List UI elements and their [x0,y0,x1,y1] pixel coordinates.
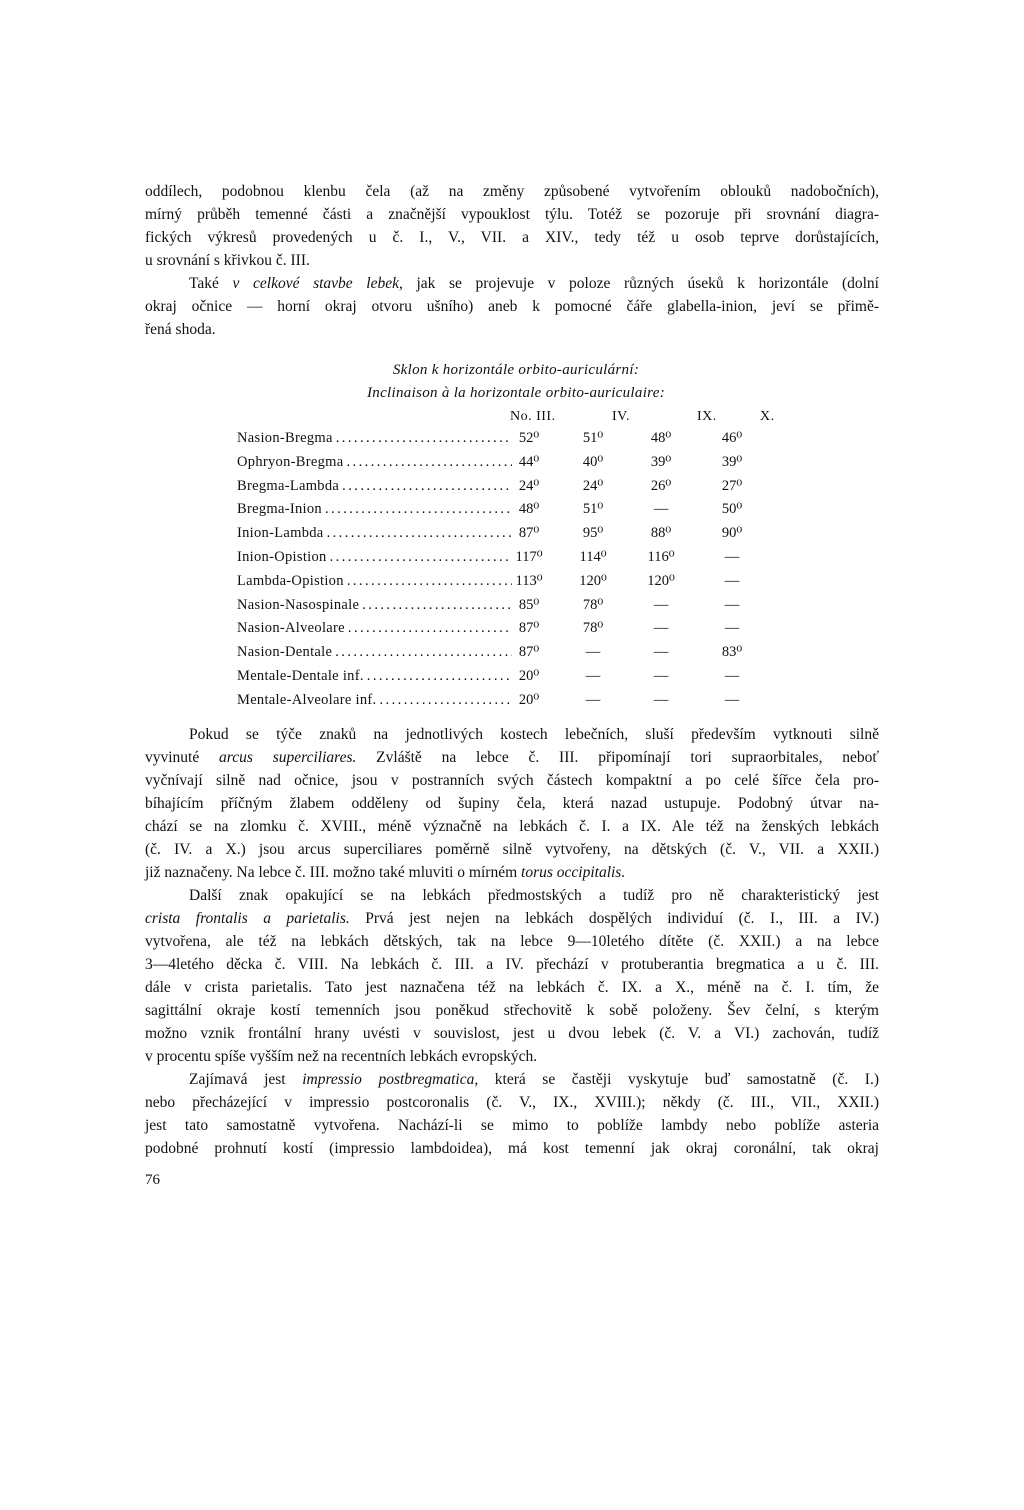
column-header: X. [760,409,775,424]
table-row [237,644,777,668]
emphasis-text: impressio postbregmatica, [302,1071,479,1088]
table-cell: 44⁰ [518,453,540,470]
table-cell: 46⁰ [721,430,743,446]
table-cell: 20⁰ [518,691,540,708]
table-cell: 24⁰ [582,477,604,494]
table-cell: 24⁰ [518,477,540,494]
paragraph-line: fických výkresů provedených u č. I., V., VII. a XIV., tedy též u osob teprve dorůstajících, [145,229,879,246]
table-row [237,668,777,692]
paragraph-line: vyčnívají silně nad očnice, jsou v postranních svých částech kompaktní a po celé šířce čela pro- [145,772,879,789]
table-row [237,692,777,716]
paragraph-line: crista frontalis a parietalis. Prvá jest nejen na lebkách dospělých individuí (č. I., III. a IV.) [145,910,879,927]
paragraph-line: chází se na zlomku č. XVIII., méně význačně na lebkách č. I. a IX. Ale též na ženských lebkách [145,818,879,835]
row-label: Lambda-Opistion . . . [237,573,512,590]
paragraph-line: vytvořena, ale též na lebkách dětských, tak na lebce 9—10letého dítěte (č. XXII.) a na lebce [145,933,879,950]
table-cell: — [653,691,669,708]
table-cell: 114⁰ [579,548,607,565]
table-cell: 83⁰ [721,644,743,661]
table-row [237,454,777,478]
table-row [237,597,777,621]
table-row [237,525,777,549]
table-cell: 120⁰ [647,572,675,589]
table-row [237,430,777,454]
table-cell: — [585,691,601,708]
emphasis-text: crista frontalis a parietalis. [145,910,350,927]
row-label: Bregma-Inion . . . [237,501,512,518]
table-cell: — [653,501,669,518]
table-caption-french: Inclinaison à la horizontale orbito-auriculaire: [367,385,665,401]
paragraph-line: bíhajícím příčným žlabem odděleny od šupiny čela, která nazad ustupuje. Podobný útvar na- [145,795,879,812]
table-cell: 85⁰ [518,596,540,613]
paragraph-line: vyvinuté arcus superciliares. Zvláště na lebce č. III. připomínají tori supraorbitales, neboť [145,749,880,766]
paragraph-line: okraj očnice — horní okraj otvoru ušního) aneb k pomocné čáře glabella-inion, jeví se přimě- [145,298,879,315]
table-cell: — [724,596,740,613]
table-cell: 39⁰ [650,453,672,470]
table-cell: 116⁰ [647,548,675,565]
table-cell: 48⁰ [650,430,672,446]
table-cell: 50⁰ [721,501,743,518]
bottom-text-block [145,723,879,1160]
table-cell: — [724,572,740,589]
column-header: IV. [612,409,630,424]
table-row [237,549,777,573]
table-cell: 120⁰ [579,572,607,589]
paragraph-line: řená shoda. [145,321,216,338]
table-cell: 51⁰ [582,430,604,446]
paragraph-line: mírný průběh temenné části a značnější vypouklost týlu. Totéž se pozoruje při srovnání diagra- [145,206,879,223]
paragraph-line: u srovnání s křivkou č. III. [145,252,310,269]
table-cell: — [724,667,740,684]
paragraph-line: dále v crista parietalis. Tato jest naznačena též na lebkách č. IX. a X., méně na č. I. tím, že [145,979,879,996]
paragraph-line: v procentu spíše vyšším než na recentních lebkách evropských. [145,1048,538,1065]
table-cell: 88⁰ [650,525,672,542]
table-cell: 113⁰ [515,572,543,589]
table-row [237,478,777,502]
table-cell: 52⁰ [518,430,540,446]
table-cell: 87⁰ [518,620,540,637]
emphasis-text: torus occipitalis. [521,864,626,881]
paragraph-line: nebo přecházející v impressio postcoronalis (č. V., IX., XVIII.); někdy (č. III., VII., XXII.) [145,1094,879,1111]
paragraph-line: možno vznik frontální hrany uvésti v souvislost, jest u dvou lebek (č. V. a VI.) zachován, tudíž [145,1025,879,1042]
paragraph-line: oddílech, podobnou klenbu čela (až na změny způsobené vytvořením oblouků nadobočních), [145,183,879,200]
table-cell: 87⁰ [518,644,540,661]
table-cell: 26⁰ [650,477,672,494]
emphasis-text: v celkové stavbe lebek, [232,275,403,292]
table-cell: 27⁰ [721,477,743,494]
paragraph-line: Pokud se týče znaků na jednotlivých kostech lebečních, sluší především vytknouti silně [189,726,879,743]
table-cell: 117⁰ [515,548,543,565]
paragraph-line: 3—4letého děcka č. VIII. Na lebkách č. III. a IV. přechází v protuberantia bregmatica a u č. III. [145,956,879,973]
column-header: IX. [697,409,717,424]
paragraph-line: již naznačeny. Na lebce č. III. možno také mluviti o mírném torus occipitalis. [145,864,626,881]
table-row [237,573,777,597]
row-label: Nasion-Bregma . . . [237,430,512,447]
row-label: Inion-Opistion . . . [237,549,512,566]
table-cell: — [585,644,601,661]
row-label: Ophryon-Bregma . . . [237,454,512,471]
table-cell: — [724,620,740,637]
table-cell: 78⁰ [582,596,604,613]
inclination-table [237,430,777,716]
table-cell: 87⁰ [518,525,540,542]
paragraph-line: jest tato samostatně vytvořena. Nachází-li se mimo to poblíže lambdy nebo poblíže asteria [145,1117,879,1134]
table-cell: 90⁰ [721,525,743,542]
table-caption-czech: Sklon k horizontále orbito-auriculární: [392,362,640,378]
paragraph-line: Také v celkové stavbe lebek, jak se projevuje v poloze různých úseků k horizontále (dolní [189,275,879,292]
table-cell: 78⁰ [582,620,604,637]
table-row [237,620,777,644]
table-row [237,501,777,525]
paragraph-line: Další znak opakující se na lebkách předmostských a tudíž pro ně charakteristický jest [189,887,879,904]
row-label: Mentale-Alveolare inf. . . . [237,692,512,709]
paragraph-line: podobné prohnutí kostí (impressio lambdoidea), má kost temenní jak okraj coronální, tak okraj [145,1140,879,1157]
table-cell: 39⁰ [721,453,743,470]
table-cell: 48⁰ [518,501,540,518]
paragraph-line: Zajímavá jest impressio postbregmatica, která se častěji vyskytuje buď samostatně (č. I.) [189,1071,879,1088]
table-cell: — [585,667,601,684]
table-cell: 20⁰ [518,667,540,684]
paragraph-line: (č. IV. a X.) jsou arcus superciliares poměrně silně vytvořeny, na dětských (č. V., VII. a XXII.) [145,841,879,858]
row-label: Nasion-Nasospinale . . . [237,597,512,614]
row-label: Mentale-Dentale inf. . . . [237,668,512,685]
table-cell: 95⁰ [582,525,604,542]
row-label: Bregma-Lambda . . . [237,478,512,495]
table-cell: — [653,644,669,661]
table-cell: — [724,548,740,565]
row-label: Inion-Lambda . . . [237,525,512,542]
table-cell: — [724,691,740,708]
emphasis-text: arcus superciliares. [219,749,357,766]
row-label: Nasion-Dentale . . . [237,644,512,661]
page-number: 76 [145,1172,160,1188]
table-cell: — [653,620,669,637]
table-cell: — [653,596,669,613]
column-header: No. III. [510,409,556,424]
top-text-block [145,180,879,341]
row-label: Nasion-Alveolare . . . [237,620,512,637]
table-cell: — [653,667,669,684]
paragraph-line: sagittální okraje kostí temenních jsou poněkud střechovitě k sobě položeny. Šev čelní, s kterým [145,1002,879,1019]
table-cell: 40⁰ [582,453,604,470]
table-cell: 51⁰ [582,501,604,518]
